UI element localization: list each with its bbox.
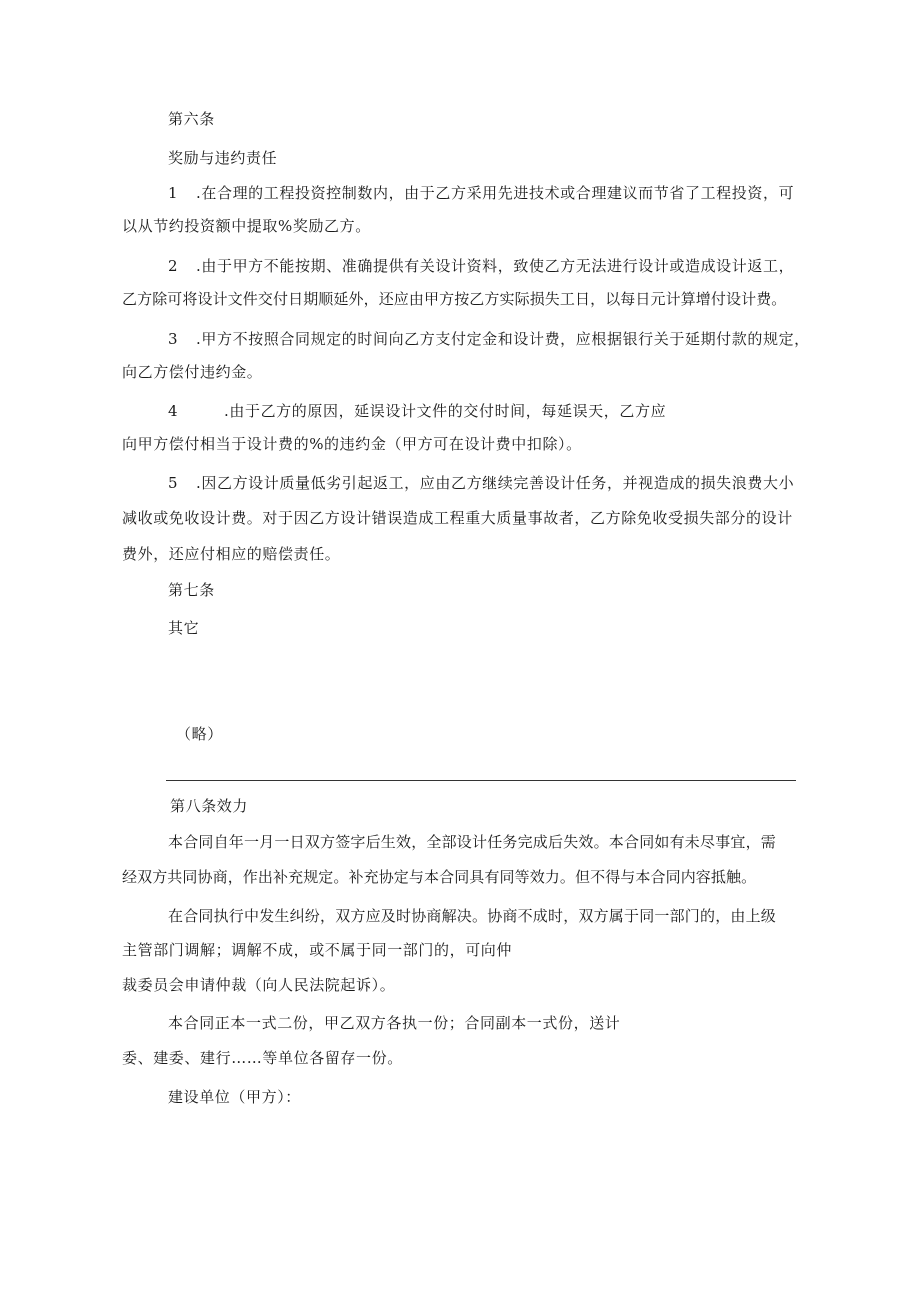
article8-heading: 第八条效力 [170,797,249,815]
article6-item4-line1 [168,401,666,421]
article6-heading: 第六条 [168,110,215,128]
item-text: .由于甲方不能按期、准确提供有关设计资料，致使乙方无法进行设计或造成设计返工， [196,257,795,275]
article6-item3-line2: 向乙方偿付违约金。 [122,363,263,381]
article6-item1-line2: 以从节约投资额中提取%奖励乙方。 [122,217,371,235]
item-number: 2 [168,257,179,275]
article6-item5-line1 [168,473,794,493]
item-number: 1 [168,184,179,202]
article8-p3-line2: 委、建委、建行……等单位各留存一份。 [122,1049,403,1067]
article6-item5-line2: 减收或免收设计费。对于因乙方设计错误造成工程重大质量事故者，乙方除免收受损失部分的设计 [122,509,793,527]
article6-item5-line3: 费外，还应付相应的赔偿责任。 [122,545,341,563]
article7-subheading: 其它 [168,619,200,637]
article6-item1-line1 [168,183,794,203]
article6-item2-line2: 乙方除可将设计文件交付日期顺延外，还应由甲方按乙方实际损失工日，以每日元计算增付设计费。 [122,290,787,308]
item-number: 4 [168,402,179,420]
item-text: .在合理的工程投资控制数内，由于乙方采用先进技术或合理建议而节省了工程投资，可 [196,184,795,202]
article8-p2-line3: 裁委员会申请仲裁（向人民法院起诉）。 [122,976,396,994]
item-text: .甲方不按照合同规定的时间向乙方支付定金和设计费，应根据银行关于延期付款的规定， [196,330,810,348]
article6-item2-line1 [168,256,794,276]
article6-item4-line2: 向甲方偿付相当于设计费的%的违约金（甲方可在设计费中扣除）。 [122,435,582,453]
article6-subheading: 奖励与违约责任 [168,149,278,167]
item-number: 5 [168,474,179,492]
article7-heading: 第七条 [168,581,215,599]
item-text: .因乙方设计质量低劣引起返工，应由乙方继续完善设计任务，并视造成的损失浪费大小 [196,474,795,492]
article7-omitted: （略） [176,725,223,743]
article8-p2-line1: 在合同执行中发生纠纷，双方应及时协商解决。协商不成时，双方属于同一部门的，由上级 [168,907,777,925]
article8-p3-line1: 本合同正本一式二份，甲乙双方各执一份；合同副本一式份，送计 [168,1014,621,1032]
article6-item3-line1 [168,329,810,349]
article8-p1-line2: 经双方共同协商，作出补充规定。补充协定与本合同具有同等效力。但不得与本合同内容抵触。 [122,868,757,886]
section-divider [166,780,796,781]
item-number: 3 [168,330,179,348]
article8-p1-line1: 本合同自年一月一日双方签字后生效，全部设计任务完成后失效。本合同如有未尽事宜，需 [168,833,777,851]
signature-label: 建设单位（甲方）： [168,1088,301,1106]
item-text: .由于乙方的原因，延误设计文件的交付时间，每延误天，乙方应 [224,402,667,420]
article8-p2-line2: 主管部门调解；调解不成，或不属于同一部门的，可向仲 [122,941,513,959]
